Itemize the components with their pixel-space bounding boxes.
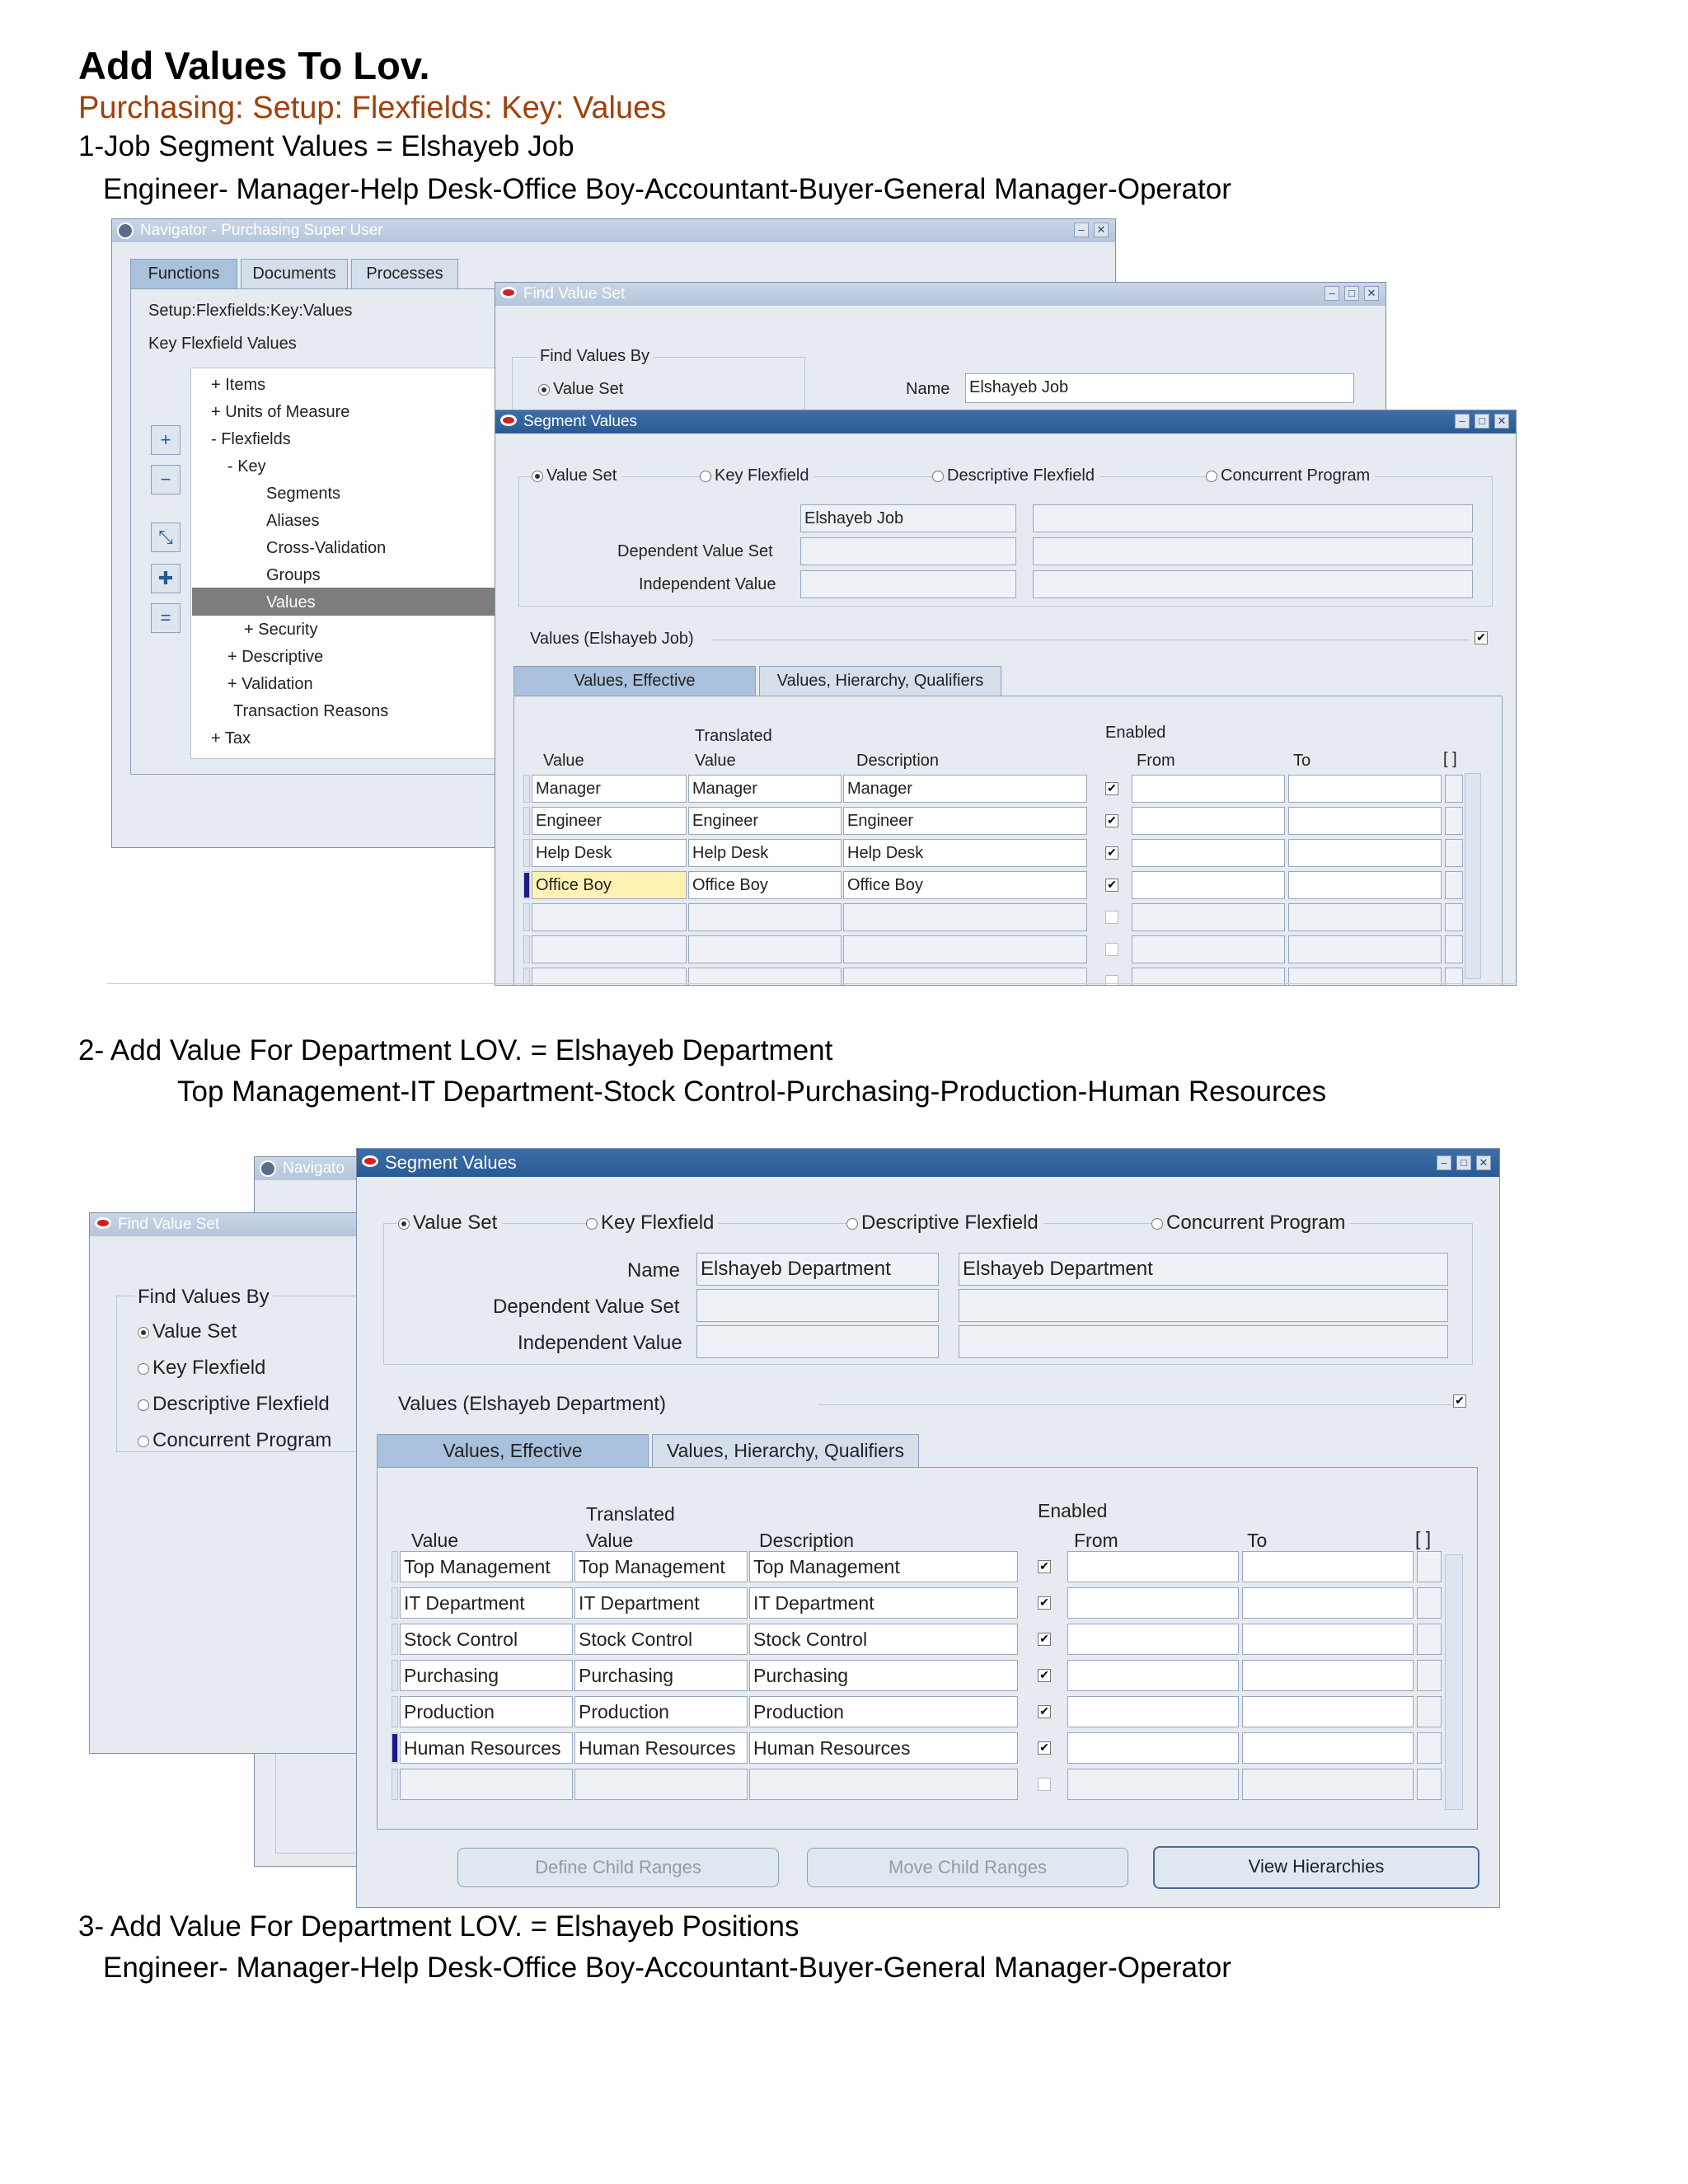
tab-values-effective[interactable]: Values, Effective xyxy=(513,666,756,696)
header-enabled-2: Enabled xyxy=(1038,1500,1108,1521)
values-section-checkbox-2[interactable]: ✔ xyxy=(1453,1394,1466,1408)
independent-value-label: Independent Value xyxy=(639,575,776,593)
independent-value-field[interactable] xyxy=(800,570,1016,598)
oracle-icon xyxy=(500,415,517,426)
menu-path: Purchasing: Setup: Flexfields: Key: Values xyxy=(78,91,667,125)
enabled-checkbox[interactable] xyxy=(1038,1778,1051,1791)
cell-flexfield[interactable] xyxy=(1417,1696,1442,1727)
tab-processes[interactable]: Processes xyxy=(351,259,458,288)
tab-values-effective-2[interactable]: Values, Effective xyxy=(377,1434,649,1467)
cell-from[interactable] xyxy=(1067,1551,1239,1582)
cell-from[interactable] xyxy=(1132,903,1285,931)
step1-heading: 1-Job Segment Values = Elshayeb Job xyxy=(78,130,574,162)
radio-icon[interactable] xyxy=(138,1327,149,1338)
tree-item-flexfields[interactable]: - Flexfields xyxy=(211,430,291,448)
cell-to[interactable] xyxy=(1242,1587,1414,1619)
header-to-2: To xyxy=(1247,1530,1268,1551)
find-option-value-set-2[interactable]: Value Set xyxy=(138,1320,237,1343)
cell-translated[interactable] xyxy=(688,935,842,963)
oracle-icon xyxy=(500,287,517,298)
function-tree xyxy=(190,368,504,759)
section-divider-2 xyxy=(818,1404,1461,1405)
radio-concurrent-program[interactable]: Concurrent Program xyxy=(1206,466,1375,485)
tab-documents[interactable]: Documents xyxy=(241,259,348,288)
cell-translated[interactable]: Purchasing xyxy=(574,1660,748,1691)
cell-flexfield[interactable] xyxy=(1417,1660,1442,1691)
independent-description-field-2[interactable] xyxy=(959,1325,1448,1358)
enabled-checkbox[interactable]: ✔ xyxy=(1038,1560,1051,1573)
radio-icon[interactable] xyxy=(586,1218,598,1230)
find-title: Find Value Set xyxy=(523,285,626,302)
cell-to[interactable] xyxy=(1242,1551,1414,1582)
cell-to[interactable] xyxy=(1288,775,1442,803)
cell-from[interactable] xyxy=(1067,1732,1239,1764)
tree-selection-bar xyxy=(192,588,502,616)
enabled-checkbox[interactable]: ✔ xyxy=(1038,1741,1051,1755)
name-field[interactable]: Elshayeb Job xyxy=(800,504,1016,532)
row-selector[interactable] xyxy=(392,1551,398,1582)
header-to: To xyxy=(1293,752,1311,770)
cell-value[interactable] xyxy=(400,1769,573,1800)
header-value-2: Value xyxy=(411,1530,459,1551)
navigator-icon xyxy=(117,223,134,239)
cell-flexfield[interactable] xyxy=(1445,871,1463,899)
radio-concurrent-program-2[interactable]: Concurrent Program xyxy=(1151,1212,1350,1235)
cell-from[interactable] xyxy=(1132,871,1285,899)
cell-translated[interactable]: Manager xyxy=(688,775,842,803)
cell-to[interactable] xyxy=(1288,935,1442,963)
tree-item-key[interactable]: - Key xyxy=(227,457,266,476)
cell-from[interactable] xyxy=(1067,1769,1239,1800)
cell-flexfield[interactable] xyxy=(1445,903,1463,931)
find-title-2: Find Value Set xyxy=(118,1216,220,1233)
oracle-icon xyxy=(95,1217,111,1229)
cell-translated[interactable]: Production xyxy=(574,1696,748,1727)
segment-title-2: Segment Values xyxy=(385,1152,517,1173)
find-titlebar xyxy=(495,283,1386,306)
segment-values-window-2 xyxy=(356,1148,1500,1908)
tree-item-validation[interactable]: + Validation xyxy=(227,675,313,693)
tab-values-hierarchy[interactable]: Values, Hierarchy, Qualifiers xyxy=(759,666,1001,696)
cell-value[interactable]: Engineer xyxy=(532,807,687,835)
tab-functions[interactable]: Functions xyxy=(130,259,237,288)
radio-icon[interactable] xyxy=(1151,1218,1163,1230)
dependent-description-field[interactable] xyxy=(1033,537,1473,565)
header-enabled: Enabled xyxy=(1105,724,1166,742)
cell-flexfield[interactable] xyxy=(1417,1732,1442,1764)
radio-descriptive-flexfield[interactable]: Descriptive Flexfield xyxy=(932,466,1100,485)
row-selector[interactable] xyxy=(523,903,530,931)
find-option-key-flexfield-2[interactable]: Key Flexfield xyxy=(138,1357,265,1380)
cell-translated[interactable]: Top Management xyxy=(574,1551,748,1582)
maximize-icon[interactable]: □ xyxy=(1344,286,1359,301)
find-value-set-window-2 xyxy=(89,1212,371,1754)
dependent-description-field-2[interactable] xyxy=(959,1289,1448,1322)
header-from-2: From xyxy=(1074,1530,1118,1551)
cell-value[interactable] xyxy=(532,935,687,963)
find-value-set-window xyxy=(495,282,1386,411)
dependent-value-set-field[interactable] xyxy=(800,537,1016,565)
cell-to[interactable] xyxy=(1242,1624,1414,1655)
values-section-label-2: Values (Elshayeb Department) xyxy=(398,1393,667,1415)
cell-to[interactable] xyxy=(1288,839,1442,867)
name-description-field-2[interactable]: Elshayeb Department xyxy=(959,1253,1448,1286)
header-translated-value-2: Value xyxy=(586,1530,634,1551)
cell-flexfield[interactable] xyxy=(1445,935,1463,963)
step1-values: Engineer- Manager-Help Desk-Office Boy-Accountant-Buyer-General Manager-Operator xyxy=(103,173,1231,205)
find-titlebar-2 xyxy=(90,1213,370,1236)
cell-from[interactable] xyxy=(1067,1587,1239,1619)
name-description-field[interactable] xyxy=(1033,504,1473,532)
cell-flexfield[interactable] xyxy=(1445,839,1463,867)
expand-icon[interactable]: + xyxy=(151,425,181,455)
cell-value[interactable]: Stock Control xyxy=(400,1624,573,1655)
cell-description[interactable]: Office Boy xyxy=(843,871,1087,899)
row-selector[interactable] xyxy=(523,807,530,835)
cell-flexfield[interactable] xyxy=(1417,1624,1442,1655)
cell-from[interactable] xyxy=(1067,1660,1239,1691)
current-row-marker xyxy=(392,1734,397,1762)
row-selector[interactable] xyxy=(392,1769,398,1800)
name-label-2: Name xyxy=(627,1259,681,1282)
row-selector[interactable] xyxy=(523,775,530,803)
cell-value[interactable]: Office Boy xyxy=(532,871,687,899)
cell-description[interactable]: Help Desk xyxy=(843,839,1087,867)
tree-item-groups[interactable]: Groups xyxy=(266,566,321,584)
radio-icon[interactable] xyxy=(138,1399,149,1411)
row-selector[interactable] xyxy=(392,1587,398,1619)
cell-value[interactable]: Production xyxy=(400,1696,573,1727)
find-name-field[interactable]: Elshayeb Job xyxy=(965,373,1354,403)
cell-to[interactable] xyxy=(1242,1769,1414,1800)
tree-item-descriptive[interactable]: + Descriptive xyxy=(227,648,324,666)
view-hierarchies-button[interactable]: View Hierarchies xyxy=(1153,1846,1479,1889)
header-translated-2: Translated xyxy=(586,1503,675,1525)
vertical-scrollbar-2[interactable] xyxy=(1445,1554,1463,1810)
cell-from[interactable] xyxy=(1132,839,1285,867)
cell-description[interactable] xyxy=(843,903,1087,931)
cell-translated[interactable]: Help Desk xyxy=(688,839,842,867)
tree-item-transaction-reasons[interactable]: Transaction Reasons xyxy=(233,702,389,720)
enabled-checkbox[interactable]: ✔ xyxy=(1105,846,1118,860)
tab-values-hierarchy-2[interactable]: Values, Hierarchy, Qualifiers xyxy=(652,1434,919,1467)
enabled-checkbox[interactable]: ✔ xyxy=(1038,1633,1051,1646)
dependent-value-set-label: Dependent Value Set xyxy=(617,542,773,560)
expand-all-icon[interactable]: ✚ xyxy=(151,564,181,593)
cell-translated[interactable]: Office Boy xyxy=(688,871,842,899)
radio-icon[interactable] xyxy=(846,1218,858,1230)
minimize-icon[interactable]: – xyxy=(1437,1155,1451,1170)
step3-values: Engineer- Manager-Help Desk-Office Boy-Accountant-Buyer-General Manager-Operator xyxy=(103,1952,1231,1984)
cell-value[interactable]: Human Resources xyxy=(400,1732,573,1764)
header-translated-value: Value xyxy=(695,752,736,770)
find-values-by-label-2: Find Values By xyxy=(134,1286,273,1309)
radio-icon[interactable] xyxy=(538,384,550,396)
navigator-title-2: Navigato xyxy=(283,1160,345,1177)
find-option-descriptive-2[interactable]: Descriptive Flexfield xyxy=(138,1393,330,1416)
close-icon[interactable]: ✕ xyxy=(1094,223,1109,237)
find-values-by-label: Find Values By xyxy=(537,347,653,366)
navigator-sub-label: Key Flexfield Values xyxy=(148,335,297,353)
cell-to[interactable] xyxy=(1242,1732,1414,1764)
tree-item-tax[interactable]: + Tax xyxy=(211,729,251,748)
row-selector[interactable] xyxy=(523,935,530,963)
cell-translated[interactable]: Stock Control xyxy=(574,1624,748,1655)
tree-item-security[interactable]: + Security xyxy=(244,621,318,639)
enabled-checkbox[interactable]: ✔ xyxy=(1038,1596,1051,1610)
values-section-checkbox[interactable]: ✔ xyxy=(1475,631,1488,644)
cell-translated[interactable]: Human Resources xyxy=(574,1732,748,1764)
vertical-scrollbar[interactable] xyxy=(1465,773,1481,979)
header-bracket-2: [ ] xyxy=(1415,1528,1432,1549)
cell-description[interactable]: Manager xyxy=(843,775,1087,803)
radio-icon[interactable] xyxy=(532,471,543,482)
enabled-checkbox[interactable]: ✔ xyxy=(1105,814,1118,827)
row-selector[interactable] xyxy=(392,1696,398,1727)
enabled-checkbox[interactable]: ✔ xyxy=(1038,1669,1051,1682)
cell-to[interactable] xyxy=(1242,1696,1414,1727)
navigator-title: Navigator - Purchasing Super User xyxy=(140,222,383,239)
cell-description[interactable] xyxy=(843,935,1087,963)
cell-value[interactable]: Manager xyxy=(532,775,687,803)
cell-translated[interactable] xyxy=(688,903,842,931)
navigator-icon xyxy=(260,1160,276,1177)
header-bracket: [ ] xyxy=(1443,750,1457,768)
cell-translated[interactable] xyxy=(574,1769,748,1800)
enabled-checkbox[interactable] xyxy=(1105,943,1118,956)
cell-flexfield[interactable] xyxy=(1417,1769,1442,1800)
radio-icon[interactable] xyxy=(700,471,711,482)
name-field-2[interactable]: Elshayeb Department xyxy=(696,1253,939,1286)
step3-heading: 3- Add Value For Department LOV. = Elshayeb Positions xyxy=(78,1910,799,1943)
cell-description[interactable]: Human Resources xyxy=(749,1732,1018,1764)
tree-item-items[interactable]: + Items xyxy=(211,376,266,394)
cell-translated[interactable]: Engineer xyxy=(688,807,842,835)
minimize-icon[interactable]: – xyxy=(1455,414,1470,429)
radio-key-flexfield-2[interactable]: Key Flexfield xyxy=(586,1212,719,1235)
cell-description[interactable]: Engineer xyxy=(843,807,1087,835)
find-option-concurrent-2[interactable]: Concurrent Program xyxy=(138,1429,331,1452)
header-from: From xyxy=(1137,752,1175,770)
cell-flexfield[interactable] xyxy=(1417,1551,1442,1582)
header-translated: Translated xyxy=(695,727,772,745)
segment-values-window xyxy=(495,410,1517,986)
move-child-ranges-button[interactable]: Move Child Ranges xyxy=(807,1848,1128,1887)
radio-icon[interactable] xyxy=(138,1436,149,1447)
tree-item-aliases[interactable]: Aliases xyxy=(266,512,320,530)
cell-from[interactable] xyxy=(1132,807,1285,835)
navigator-titlebar-2 xyxy=(255,1157,370,1180)
enabled-checkbox[interactable]: ✔ xyxy=(1038,1705,1051,1718)
row-selector[interactable] xyxy=(392,1660,398,1691)
cell-flexfield[interactable] xyxy=(1445,775,1463,803)
cell-value[interactable]: Top Management xyxy=(400,1551,573,1582)
close-icon[interactable]: ✕ xyxy=(1494,414,1509,429)
cell-description[interactable] xyxy=(749,1769,1018,1800)
radio-icon[interactable] xyxy=(932,471,944,482)
dependent-value-set-label-2: Dependent Value Set xyxy=(493,1296,680,1318)
segment-titlebar xyxy=(495,410,1516,434)
find-option-value-set[interactable]: Value Set xyxy=(538,380,623,399)
navigator-path-label: Setup:Flexfields:Key:Values xyxy=(148,302,353,320)
cell-description[interactable]: Production xyxy=(749,1696,1018,1727)
row-selector[interactable] xyxy=(392,1624,398,1655)
values-section-label: Values (Elshayeb Job) xyxy=(530,630,694,648)
oracle-icon xyxy=(362,1155,378,1167)
cell-to[interactable] xyxy=(1288,807,1442,835)
page-title: Add Values To Lov. xyxy=(78,44,430,87)
minimize-icon[interactable]: – xyxy=(1325,286,1339,301)
independent-value-field-2[interactable] xyxy=(696,1325,939,1358)
header-description: Description xyxy=(856,752,940,770)
cell-flexfield[interactable] xyxy=(1445,807,1463,835)
segment-titlebar-2 xyxy=(357,1149,1499,1177)
cell-description[interactable]: Stock Control xyxy=(749,1624,1018,1655)
tree-item-uom[interactable]: + Units of Measure xyxy=(211,403,350,421)
radio-icon[interactable] xyxy=(138,1363,149,1375)
radio-key-flexfield[interactable]: Key Flexfield xyxy=(700,466,814,485)
radio-descriptive-flexfield-2[interactable]: Descriptive Flexfield xyxy=(846,1212,1043,1235)
radio-value-set[interactable]: Value Set xyxy=(532,466,621,485)
cell-value[interactable] xyxy=(532,903,687,931)
cell-flexfield[interactable] xyxy=(1417,1587,1442,1619)
enabled-checkbox[interactable]: ✔ xyxy=(1105,879,1118,892)
close-icon[interactable]: ✕ xyxy=(1476,1155,1491,1170)
independent-description-field[interactable] xyxy=(1033,570,1473,598)
close-icon[interactable]: ✕ xyxy=(1364,286,1379,301)
step2-heading: 2- Add Value For Department LOV. = Elshayeb Department xyxy=(78,1034,833,1066)
header-value: Value xyxy=(543,752,584,770)
step2-values: Top Management-IT Department-Stock Control-Purchasing-Production-Human Resources xyxy=(177,1076,1327,1108)
cell-description[interactable]: IT Department xyxy=(749,1587,1018,1619)
enabled-checkbox[interactable] xyxy=(1105,975,1118,986)
cell-to[interactable] xyxy=(1242,1660,1414,1691)
tree-item-values[interactable]: Values xyxy=(266,593,316,612)
segment-title: Segment Values xyxy=(523,413,638,430)
navigator-titlebar xyxy=(112,219,1115,242)
collapse-icon[interactable]: − xyxy=(151,465,181,494)
current-row-marker xyxy=(524,873,529,898)
define-child-ranges-button[interactable]: Define Child Ranges xyxy=(457,1848,779,1887)
enabled-checkbox[interactable] xyxy=(1105,911,1118,924)
cell-from[interactable] xyxy=(1067,1624,1239,1655)
radio-value-set-2[interactable]: Value Set xyxy=(398,1212,502,1235)
cell-value[interactable]: Help Desk xyxy=(532,839,687,867)
separator-line xyxy=(107,983,1517,984)
expand-branch-icon[interactable]: ⤡ xyxy=(151,523,181,552)
independent-value-label-2: Independent Value xyxy=(518,1332,682,1354)
cell-value[interactable]: Purchasing xyxy=(400,1660,573,1691)
header-description-2: Description xyxy=(759,1530,855,1551)
cell-value[interactable]: IT Department xyxy=(400,1587,573,1619)
minimize-icon[interactable]: – xyxy=(1074,223,1089,237)
cell-translated[interactable]: IT Department xyxy=(574,1587,748,1619)
row-selector[interactable] xyxy=(523,839,530,867)
maximize-icon[interactable]: □ xyxy=(1456,1155,1471,1170)
tree-item-cross-validation[interactable]: Cross-Validation xyxy=(266,539,387,557)
find-name-label: Name xyxy=(906,380,950,398)
cell-description[interactable]: Purchasing xyxy=(749,1660,1018,1691)
enabled-checkbox[interactable]: ✔ xyxy=(1105,782,1118,795)
dependent-value-set-field-2[interactable] xyxy=(696,1289,939,1322)
tree-item-segments[interactable]: Segments xyxy=(266,485,341,503)
radio-icon[interactable] xyxy=(398,1218,410,1230)
cell-from[interactable] xyxy=(1132,935,1285,963)
cell-from[interactable] xyxy=(1132,775,1285,803)
cell-description[interactable]: Top Management xyxy=(749,1551,1018,1582)
maximize-icon[interactable]: □ xyxy=(1475,414,1489,429)
radio-icon[interactable] xyxy=(1206,471,1217,482)
cell-from[interactable] xyxy=(1067,1696,1239,1727)
cell-to[interactable] xyxy=(1288,871,1442,899)
collapse-all-icon[interactable]: = xyxy=(151,603,181,633)
cell-to[interactable] xyxy=(1288,903,1442,931)
